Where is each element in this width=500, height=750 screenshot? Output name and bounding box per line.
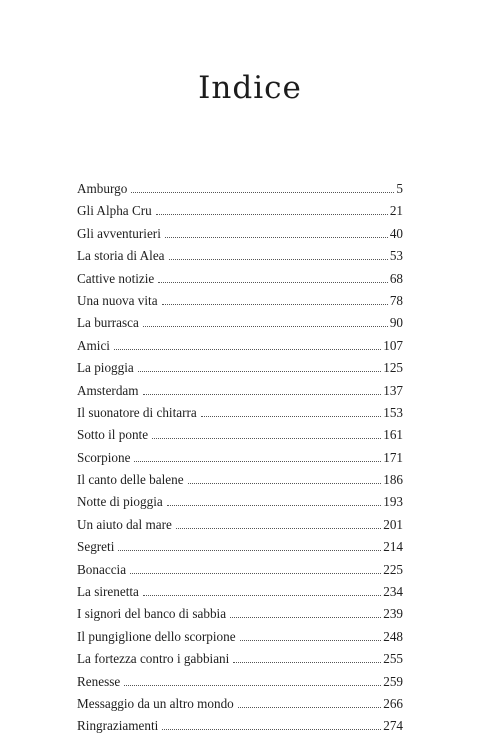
toc-entry-page: 186 [383, 472, 403, 488]
toc-leader-dots [233, 661, 381, 663]
toc-entry-title: Segreti [77, 539, 115, 555]
toc-entry-title: La storia di Alea [77, 248, 165, 264]
toc-entry-page: 125 [383, 360, 403, 376]
toc-entry-page: 266 [383, 695, 403, 711]
toc-entry [77, 539, 403, 561]
toc-entry-page: 201 [383, 516, 403, 532]
toc-entry-page: 153 [383, 404, 403, 420]
toc-entry-title: Bonaccia [77, 561, 127, 577]
toc-entry [77, 562, 403, 584]
toc-entry-page: 259 [383, 673, 403, 689]
toc-leader-dots [138, 370, 381, 372]
toc-entry-page: 5 [396, 181, 403, 196]
toc-leader-dots [176, 527, 381, 529]
toc-entry [77, 629, 403, 651]
toc-entry-title: La burrasca [77, 315, 139, 331]
toc-entry [77, 203, 403, 225]
toc-entry-page: 107 [383, 337, 403, 353]
toc-entry-page: 255 [383, 651, 403, 667]
toc-leader-dots [169, 258, 388, 260]
toc-leader-dots [130, 572, 381, 574]
toc-leader-dots [143, 325, 388, 327]
toc-entry-title: Amsterdam [77, 382, 139, 398]
toc-entry-title: Il pungiglione dello scorpione [77, 628, 236, 644]
toc-leader-dots [131, 191, 394, 193]
toc-entry [77, 472, 403, 494]
toc-leader-dots [124, 684, 381, 686]
toc-leader-dots [165, 236, 388, 238]
toc-entry-title: Renesse [77, 673, 121, 689]
toc-entry-page: 225 [383, 561, 403, 577]
toc-entry-page: 90 [389, 315, 403, 331]
toc-entry-page: 21 [389, 203, 403, 219]
toc-entry-page: 40 [389, 225, 403, 241]
toc-entry-title: Amburgo [77, 181, 128, 196]
toc-leader-dots [162, 728, 381, 730]
toc-leader-dots [114, 348, 381, 350]
toc-entry-title: Un aiuto dal mare [77, 516, 172, 532]
toc-entry [77, 383, 403, 405]
toc-entry [77, 606, 403, 628]
toc-entry [77, 696, 403, 718]
toc-leader-dots [156, 213, 388, 215]
toc-entry-page: 239 [383, 606, 403, 622]
toc-entry [77, 494, 403, 516]
toc-entry-page: 193 [383, 494, 403, 510]
toc-leader-dots [118, 549, 381, 551]
toc-leader-dots [143, 393, 382, 395]
toc-entry-title: Scorpione [77, 449, 131, 465]
toc-entry [77, 651, 403, 673]
toc-entry-title: La fortezza contro i gabbiani [77, 651, 230, 667]
toc-leader-dots [230, 616, 381, 618]
toc-entry [77, 427, 403, 449]
toc-entry-title: Il canto delle balene [77, 472, 184, 488]
toc-leader-dots [158, 281, 388, 283]
toc-entry-page: 68 [389, 270, 403, 286]
toc-entry-title: Gli avventurieri [77, 225, 161, 241]
toc-entry-title: I signori del banco di sabbia [77, 606, 227, 622]
toc-entry-page: 214 [383, 539, 403, 555]
toc-entry [77, 584, 403, 606]
toc-leader-dots [162, 303, 388, 305]
toc-entry-title: La pioggia [77, 360, 134, 376]
toc-entry-title: Ringraziamenti [77, 718, 159, 734]
toc-entry [77, 674, 403, 696]
toc-leader-dots [240, 639, 382, 641]
toc-entry [77, 450, 403, 472]
toc-leader-dots [152, 437, 381, 439]
toc-entry-page: 234 [383, 584, 403, 600]
toc-leader-dots [167, 504, 382, 506]
toc-leader-dots [238, 706, 381, 708]
toc-entry-title: Cattive notizie [77, 270, 155, 286]
toc-entry-title: Gli Alpha Cru [77, 203, 152, 219]
toc-entry [77, 271, 403, 293]
toc-entry-title: Sotto il ponte [77, 427, 149, 443]
toc-entry-title: Amici [77, 337, 110, 353]
toc-leader-dots [143, 594, 381, 596]
table-of-contents [77, 181, 403, 741]
toc-entry-title: Messaggio da un altro mondo [77, 695, 234, 711]
toc-entry [77, 517, 403, 539]
toc-entry [77, 226, 403, 248]
toc-entry-title: La sirenetta [77, 584, 139, 600]
toc-entry [77, 293, 403, 315]
toc-leader-dots [134, 460, 381, 462]
toc-entry-page: 161 [383, 427, 403, 443]
toc-entry-page: 248 [383, 628, 403, 644]
toc-entry [77, 360, 403, 382]
toc-entry-title: Notte di pioggia [77, 494, 163, 510]
toc-entry [77, 338, 403, 360]
toc-leader-dots [201, 415, 381, 417]
toc-entry [77, 181, 403, 203]
toc-entry [77, 405, 403, 427]
toc-entry [77, 248, 403, 270]
toc-entry-page: 137 [383, 382, 403, 398]
toc-entry-page: 53 [389, 248, 403, 264]
toc-entry-page: 274 [383, 718, 403, 734]
toc-leader-dots [188, 482, 382, 484]
toc-entry-page: 171 [383, 449, 403, 465]
toc-entry [77, 718, 403, 740]
toc-entry-title: Il suonatore di chitarra [77, 404, 197, 420]
page-title: Indice [198, 70, 302, 106]
toc-entry-page: 78 [389, 292, 403, 308]
toc-entry [77, 315, 403, 337]
toc-entry-title: Una nuova vita [77, 292, 158, 308]
